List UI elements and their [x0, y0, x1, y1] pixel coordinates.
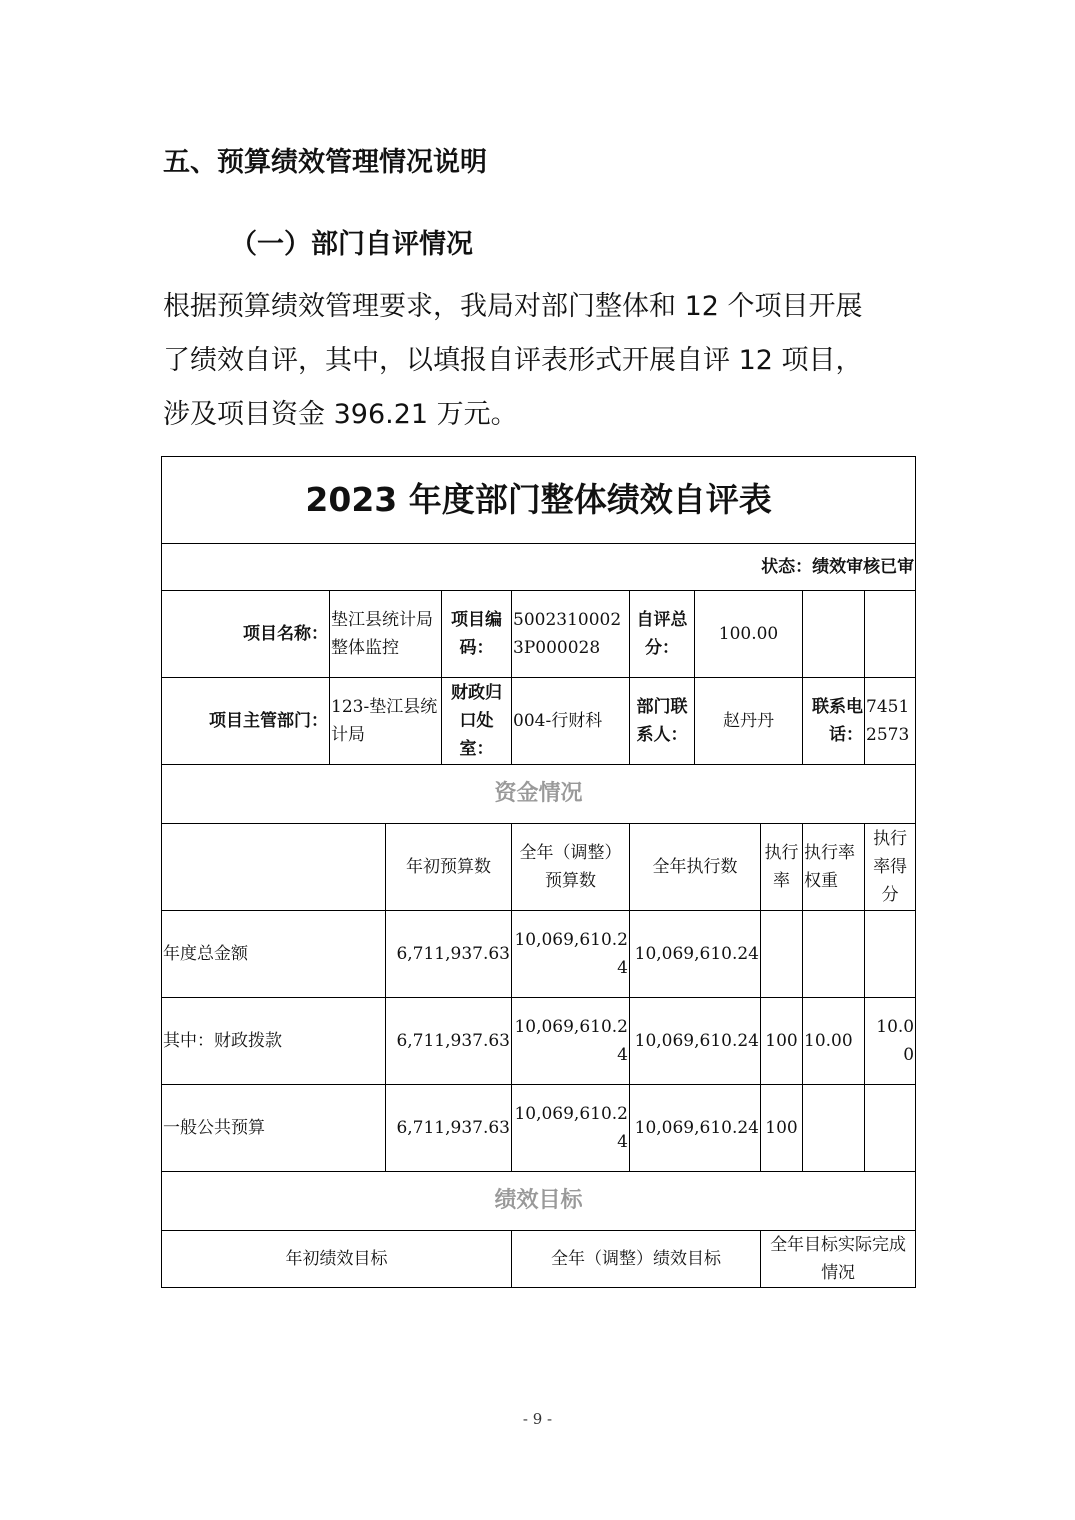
contact-label: 部门联系人：: [630, 678, 695, 765]
evaluation-table: [161, 456, 916, 1288]
rate-value: [761, 911, 803, 998]
project-name-label: 项目名称：: [162, 591, 330, 678]
rate-value: 100: [761, 1085, 803, 1172]
weight-value: [803, 911, 865, 998]
intro-paragraph: [163, 280, 923, 442]
goal-initial-header: 年初绩效目标: [162, 1231, 512, 1288]
row-name: 其中：财政拨款: [162, 998, 386, 1085]
score-label: 自评总分：: [630, 591, 695, 678]
phone-value: 74512573: [865, 678, 916, 765]
table-title: 2023 年度部门整体绩效自评表: [162, 457, 916, 544]
initial-value: 6,711,937.63: [386, 1085, 512, 1172]
page-number: - 9 -: [522, 1410, 553, 1428]
weight-value: 10.00: [803, 998, 865, 1085]
empty-cell: [865, 591, 916, 678]
col-rate-score: 执行率得分: [865, 824, 916, 911]
adjusted-value: 10,069,610.24: [512, 998, 630, 1085]
adjusted-value: 10,069,610.24: [512, 911, 630, 998]
col-initial-budget: 年初预算数: [386, 824, 512, 911]
initial-value: 6,711,937.63: [386, 998, 512, 1085]
executed-value: 10,069,610.24: [630, 998, 761, 1085]
col-executed: 全年执行数: [630, 824, 761, 911]
executed-value: 10,069,610.24: [630, 1085, 761, 1172]
contact-value: 赵丹丹: [695, 678, 803, 765]
weight-value: [803, 1085, 865, 1172]
score-value: [865, 911, 916, 998]
paragraph-line: 根据预算绩效管理要求，我局对部门整体和 12 个项目开展: [163, 291, 863, 322]
row-name: 年度总金额: [162, 911, 386, 998]
initial-value: 6,711,937.63: [386, 911, 512, 998]
goal-actual-header: 全年目标实际完成情况: [761, 1231, 916, 1288]
score-value: 10.00: [865, 998, 916, 1085]
status-text: 状态：绩效审核已审: [162, 544, 916, 591]
score-value: 100.00: [695, 591, 803, 678]
paragraph-line: 涉及项目资金 396.21 万元。: [163, 399, 518, 430]
dept-value: 123-垫江县统计局: [330, 678, 442, 765]
goal-adjusted-header: 全年（调整）绩效目标: [512, 1231, 761, 1288]
finance-label: 财政归口处室：: [442, 678, 512, 765]
phone-label: 联系电话：: [803, 678, 865, 765]
table-row: [162, 998, 916, 1085]
project-code-value: 50023100023P000028: [512, 591, 630, 678]
goals-section-title: 绩效目标: [162, 1172, 916, 1231]
table-row: [162, 1085, 916, 1172]
rate-value: 100: [761, 998, 803, 1085]
col-rate-weight: 执行率权重: [803, 824, 865, 911]
dept-label: 项目主管部门：: [162, 678, 330, 765]
paragraph-line: 了绩效自评，其中，以填报自评表形式开展自评 12 项目，: [163, 345, 863, 376]
col-adjusted-budget: 全年（调整）预算数: [512, 824, 630, 911]
table-row: [162, 911, 916, 998]
score-value: [865, 1085, 916, 1172]
executed-value: 10,069,610.24: [630, 911, 761, 998]
section-heading: 五、预算绩效管理情况说明: [163, 147, 487, 178]
finance-value: 004-行财科: [512, 678, 630, 765]
funds-section-title: 资金情况: [162, 765, 916, 824]
project-code-label: 项目编码：: [442, 591, 512, 678]
row-name: 一般公共预算: [162, 1085, 386, 1172]
empty-cell: [803, 591, 865, 678]
adjusted-value: 10,069,610.24: [512, 1085, 630, 1172]
col-execution-rate: 执行率: [761, 824, 803, 911]
empty-cell: [162, 824, 386, 911]
subsection-heading: （一）部门自评情况: [230, 229, 473, 260]
project-name-value: 垫江县统计局整体监控: [330, 591, 442, 678]
